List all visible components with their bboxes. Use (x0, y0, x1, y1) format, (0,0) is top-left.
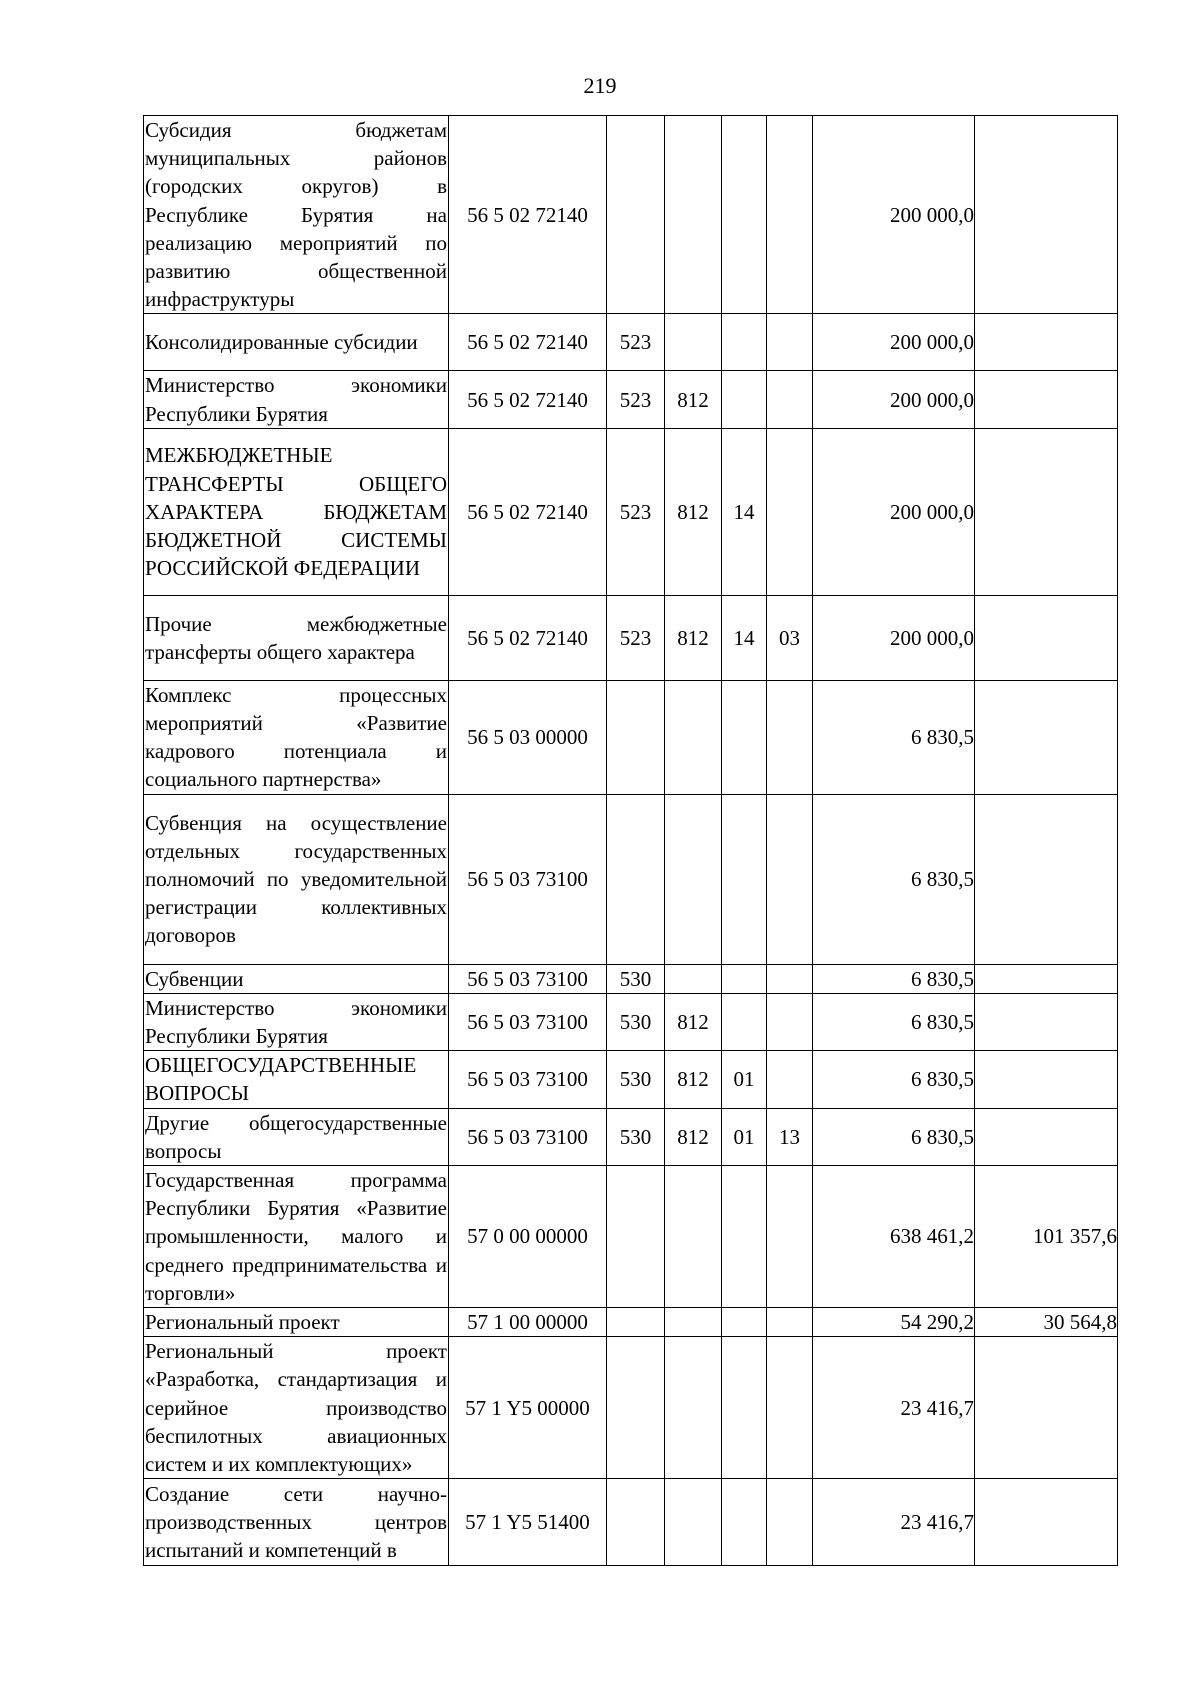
row-pr (767, 116, 813, 314)
row-code: 56 5 02 72140 (449, 116, 607, 314)
row-pr (767, 1308, 813, 1337)
table-row (144, 794, 1118, 964)
row-name: Субсидия бюджетам муниципальных районов (городских округов) в Республике Бурятия на реализацию мероприятий по развитию общественной инфраструктуры (144, 116, 449, 314)
row-amount-1: 23 416,7 (813, 1337, 975, 1479)
row-code: 56 5 03 00000 (449, 680, 607, 794)
row-name: Комплекс процессных мероприятий «Развитие кадрового потенциала и социального партнерства» (144, 680, 449, 794)
table-row (144, 964, 1118, 993)
page-number: 219 (583, 73, 617, 98)
row-amount-2 (975, 993, 1118, 1050)
row-code: 56 5 02 72140 (449, 371, 607, 428)
row-amount-2 (975, 428, 1118, 595)
row-gr: 812 (665, 371, 722, 428)
row-amount-2 (975, 1108, 1118, 1165)
row-code: 56 5 03 73100 (449, 1051, 607, 1108)
row-vr (607, 680, 665, 794)
table-row (144, 371, 1118, 428)
row-pr: 13 (767, 1108, 813, 1165)
row-name: Консолидированные субсидии (144, 314, 449, 371)
row-vr (607, 1166, 665, 1308)
row-vr (607, 1308, 665, 1337)
row-gr (665, 964, 722, 993)
row-rz (722, 794, 767, 964)
table-row (144, 993, 1118, 1050)
row-vr: 530 (607, 964, 665, 993)
row-amount-1: 6 830,5 (813, 794, 975, 964)
row-gr (665, 1166, 722, 1308)
table-row (144, 1051, 1118, 1108)
row-code: 56 5 03 73100 (449, 993, 607, 1050)
row-vr (607, 1337, 665, 1479)
row-amount-2 (975, 1337, 1118, 1479)
row-amount-1: 6 830,5 (813, 1051, 975, 1108)
row-pr (767, 1166, 813, 1308)
row-rz (722, 116, 767, 314)
row-name: Государственная программа Республики Бурятия «Развитие промышленности, малого и среднего предпринимательства и торговли» (144, 1166, 449, 1308)
row-gr (665, 794, 722, 964)
row-pr (767, 794, 813, 964)
row-amount-1: 23 416,7 (813, 1479, 975, 1566)
row-name: Министерство экономики Республики Бурятия (144, 993, 449, 1050)
row-code: 56 5 03 73100 (449, 1108, 607, 1165)
row-amount-1: 200 000,0 (813, 595, 975, 680)
row-rz (722, 1308, 767, 1337)
row-gr (665, 1308, 722, 1337)
row-vr: 523 (607, 314, 665, 371)
row-amount-1: 200 000,0 (813, 314, 975, 371)
row-gr (665, 314, 722, 371)
table-row (144, 428, 1118, 595)
row-code: 57 1 Y5 00000 (449, 1337, 607, 1479)
row-amount-1: 6 830,5 (813, 680, 975, 794)
row-rz: 14 (722, 428, 767, 595)
row-name: МЕЖБЮДЖЕТНЫЕ ТРАНСФЕРТЫ ОБЩЕГО ХАРАКТЕРА БЮДЖЕТАМ БЮДЖЕТНОЙ СИСТЕМЫ РОССИЙСКОЙ ФЕДЕРАЦИИ (144, 428, 449, 595)
row-pr (767, 314, 813, 371)
table-row (144, 1479, 1118, 1566)
table-row (144, 595, 1118, 680)
row-name: ОБЩЕГОСУДАРСТВЕННЫЕ ВОПРОСЫ (144, 1051, 449, 1108)
row-vr (607, 1479, 665, 1566)
row-code: 57 1 Y5 51400 (449, 1479, 607, 1566)
row-pr (767, 993, 813, 1050)
row-amount-1: 200 000,0 (813, 428, 975, 595)
row-pr (767, 964, 813, 993)
row-name: Субвенция на осуществление отдельных государственных полномочий по уведомительной регистрации коллективных договоров (144, 794, 449, 964)
row-name: Региональный проект «Разработка, стандартизация и серийное производство беспилотных авиационных систем и их комплектующих» (144, 1337, 449, 1479)
row-vr: 530 (607, 1051, 665, 1108)
row-name: Министерство экономики Республики Бурятия (144, 371, 449, 428)
row-amount-2 (975, 1051, 1118, 1108)
row-rz (722, 371, 767, 428)
row-vr: 523 (607, 595, 665, 680)
row-gr: 812 (665, 1051, 722, 1108)
row-amount-2 (975, 595, 1118, 680)
row-gr: 812 (665, 428, 722, 595)
row-amount-2: 30 564,8 (975, 1308, 1118, 1337)
row-pr (767, 428, 813, 595)
row-gr (665, 1479, 722, 1566)
row-amount-2: 101 357,6 (975, 1166, 1118, 1308)
row-gr (665, 116, 722, 314)
row-code: 57 0 00 00000 (449, 1166, 607, 1308)
row-amount-2 (975, 794, 1118, 964)
row-rz (722, 680, 767, 794)
row-amount-2 (975, 314, 1118, 371)
row-name: Другие общегосударственные вопросы (144, 1108, 449, 1165)
table-row (144, 1337, 1118, 1479)
row-rz (722, 314, 767, 371)
row-gr (665, 680, 722, 794)
row-amount-1: 638 461,2 (813, 1166, 975, 1308)
row-amount-1: 200 000,0 (813, 116, 975, 314)
table-row (144, 1108, 1118, 1165)
row-vr: 523 (607, 371, 665, 428)
row-pr (767, 1337, 813, 1479)
row-amount-1: 200 000,0 (813, 371, 975, 428)
table-row (144, 1166, 1118, 1308)
row-pr (767, 1051, 813, 1108)
row-rz: 14 (722, 595, 767, 680)
row-vr: 530 (607, 1108, 665, 1165)
row-amount-1: 6 830,5 (813, 964, 975, 993)
row-amount-2 (975, 116, 1118, 314)
row-vr (607, 794, 665, 964)
row-vr (607, 116, 665, 314)
row-name: Региональный проект (144, 1308, 449, 1337)
row-name: Создание сети научно-производственных центров испытаний и компетенций в (144, 1479, 449, 1566)
row-code: 56 5 03 73100 (449, 794, 607, 964)
row-pr (767, 371, 813, 428)
table-row (144, 314, 1118, 371)
row-pr (767, 680, 813, 794)
row-amount-2 (975, 680, 1118, 794)
row-name: Субвенции (144, 964, 449, 993)
row-amount-1: 6 830,5 (813, 993, 975, 1050)
row-vr: 523 (607, 428, 665, 595)
row-rz: 01 (722, 1108, 767, 1165)
table-row (144, 116, 1118, 314)
row-amount-2 (975, 371, 1118, 428)
row-gr (665, 1337, 722, 1479)
row-code: 57 1 00 00000 (449, 1308, 607, 1337)
table-row (144, 680, 1118, 794)
budget-table (143, 115, 1118, 1566)
row-name: Прочие межбюджетные трансферты общего характера (144, 595, 449, 680)
row-rz (722, 1337, 767, 1479)
row-rz (722, 964, 767, 993)
row-amount-1: 6 830,5 (813, 1108, 975, 1165)
row-vr: 530 (607, 993, 665, 1050)
row-code: 56 5 02 72140 (449, 595, 607, 680)
row-gr: 812 (665, 1108, 722, 1165)
table-row (144, 1308, 1118, 1337)
row-amount-2 (975, 964, 1118, 993)
row-pr: 03 (767, 595, 813, 680)
row-code: 56 5 02 72140 (449, 314, 607, 371)
row-amount-1: 54 290,2 (813, 1308, 975, 1337)
row-gr: 812 (665, 993, 722, 1050)
row-code: 56 5 03 73100 (449, 964, 607, 993)
row-gr: 812 (665, 595, 722, 680)
row-amount-2 (975, 1479, 1118, 1566)
row-rz (722, 1166, 767, 1308)
row-rz (722, 1479, 767, 1566)
row-code: 56 5 02 72140 (449, 428, 607, 595)
row-rz (722, 993, 767, 1050)
row-pr (767, 1479, 813, 1566)
row-rz: 01 (722, 1051, 767, 1108)
